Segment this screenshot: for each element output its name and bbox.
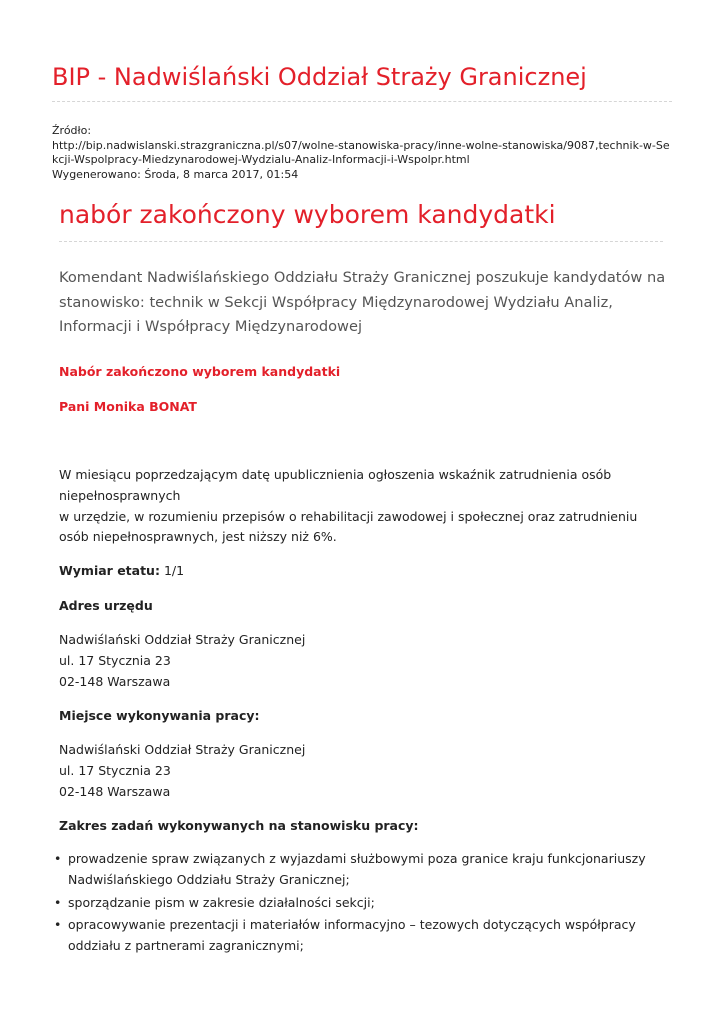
bullet-icon: • <box>54 851 62 866</box>
list-item <box>52 915 672 957</box>
office-address-line-2: ul. 17 Stycznia 23 <box>59 652 171 668</box>
employment-size-label: Wymiar etatu: <box>59 563 160 578</box>
bullet-icon: • <box>54 917 62 933</box>
duties-heading: Zakres zadań wykonywanych na stanowisku pracy: <box>59 818 419 833</box>
duty-text: prowadzenie spraw związanych z wyjazdami służbowymi poza granice kraju funkcjonariuszy Nadwiślańskiego Oddziału Straży Granicznej; <box>68 851 646 887</box>
article-lead: Komendant Nadwiślańskiego Oddziału Straży Granicznej poszukuje kandydatów na stanowisko: technik w Sekcji Współpracy Międzynarodowej Wydziału Analiz, Informacji i Współpracy Międzynarodowej <box>59 269 666 335</box>
employment-size-value: 1/1 <box>159 563 185 578</box>
office-address-line-3: 02-148 Warszawa <box>59 673 171 689</box>
workplace-address <box>59 740 671 802</box>
recruitment-result: Nabór zakończono wyborem kandydatki <box>59 364 341 379</box>
duty-text: sporządzanie pism w zakresie działalności sekcji; <box>68 894 375 910</box>
source-url: http://bip.nadwislanski.strazgraniczna.pl/s07/wolne-stanowiska-pracy/inne-wolne-stanowiska/9087,technik-w-Sekcji-Wspolpracy-Miedzynarodowej-Wydzialu-Analiz-Informacji-i-Wspolpr.html <box>52 138 670 166</box>
site-title: BIP - Nadwiślański Oddział Straży Granicznej <box>52 63 587 91</box>
source-label: Źródło: <box>52 124 92 137</box>
bullet-icon: • <box>54 894 62 910</box>
employment-indicator-paragraph <box>59 465 671 548</box>
title-divider <box>52 101 672 102</box>
office-address <box>59 630 671 692</box>
employment-indicator-line-1: W miesiącu poprzedzającym datę upublicznienia ogłoszenia wskaźnik zatrudnienia osób niepełnosprawnych <box>59 467 612 503</box>
duties-list <box>52 849 672 959</box>
office-address-line-1: Nadwiślański Oddział Straży Granicznej <box>59 632 306 647</box>
workplace-address-line-2: ul. 17 Stycznia 23 <box>59 762 171 778</box>
office-address-heading: Adres urzędu <box>59 598 153 613</box>
list-item <box>52 849 672 891</box>
article-heading: nabór zakończony wyborem kandydatki <box>59 200 556 229</box>
workplace-heading: Miejsce wykonywania pracy: <box>59 708 260 723</box>
source-meta <box>52 124 674 182</box>
heading-divider <box>59 241 663 242</box>
workplace-address-line-1: Nadwiślański Oddział Straży Granicznej <box>59 742 306 757</box>
employment-size <box>59 561 671 582</box>
duty-text: opracowywanie prezentacji i materiałów informacyjno – tezowych dotyczących współpracy oddziału z partnerami zagranicznymi; <box>68 917 636 954</box>
generated-timestamp: Wygenerowano: Środa, 8 marca 2017, 01:54 <box>52 167 299 181</box>
employment-indicator-line-2: w urzędzie, w rozumieniu przepisów o rehabilitacji zawodowej i społecznej oraz zatrudnieniu osób niepełnosprawnych, jest niższy niż 6%. <box>59 508 638 545</box>
list-item <box>52 893 672 914</box>
selected-candidate: Pani Monika BONAT <box>59 399 197 414</box>
workplace-address-line-3: 02-148 Warszawa <box>59 783 171 799</box>
